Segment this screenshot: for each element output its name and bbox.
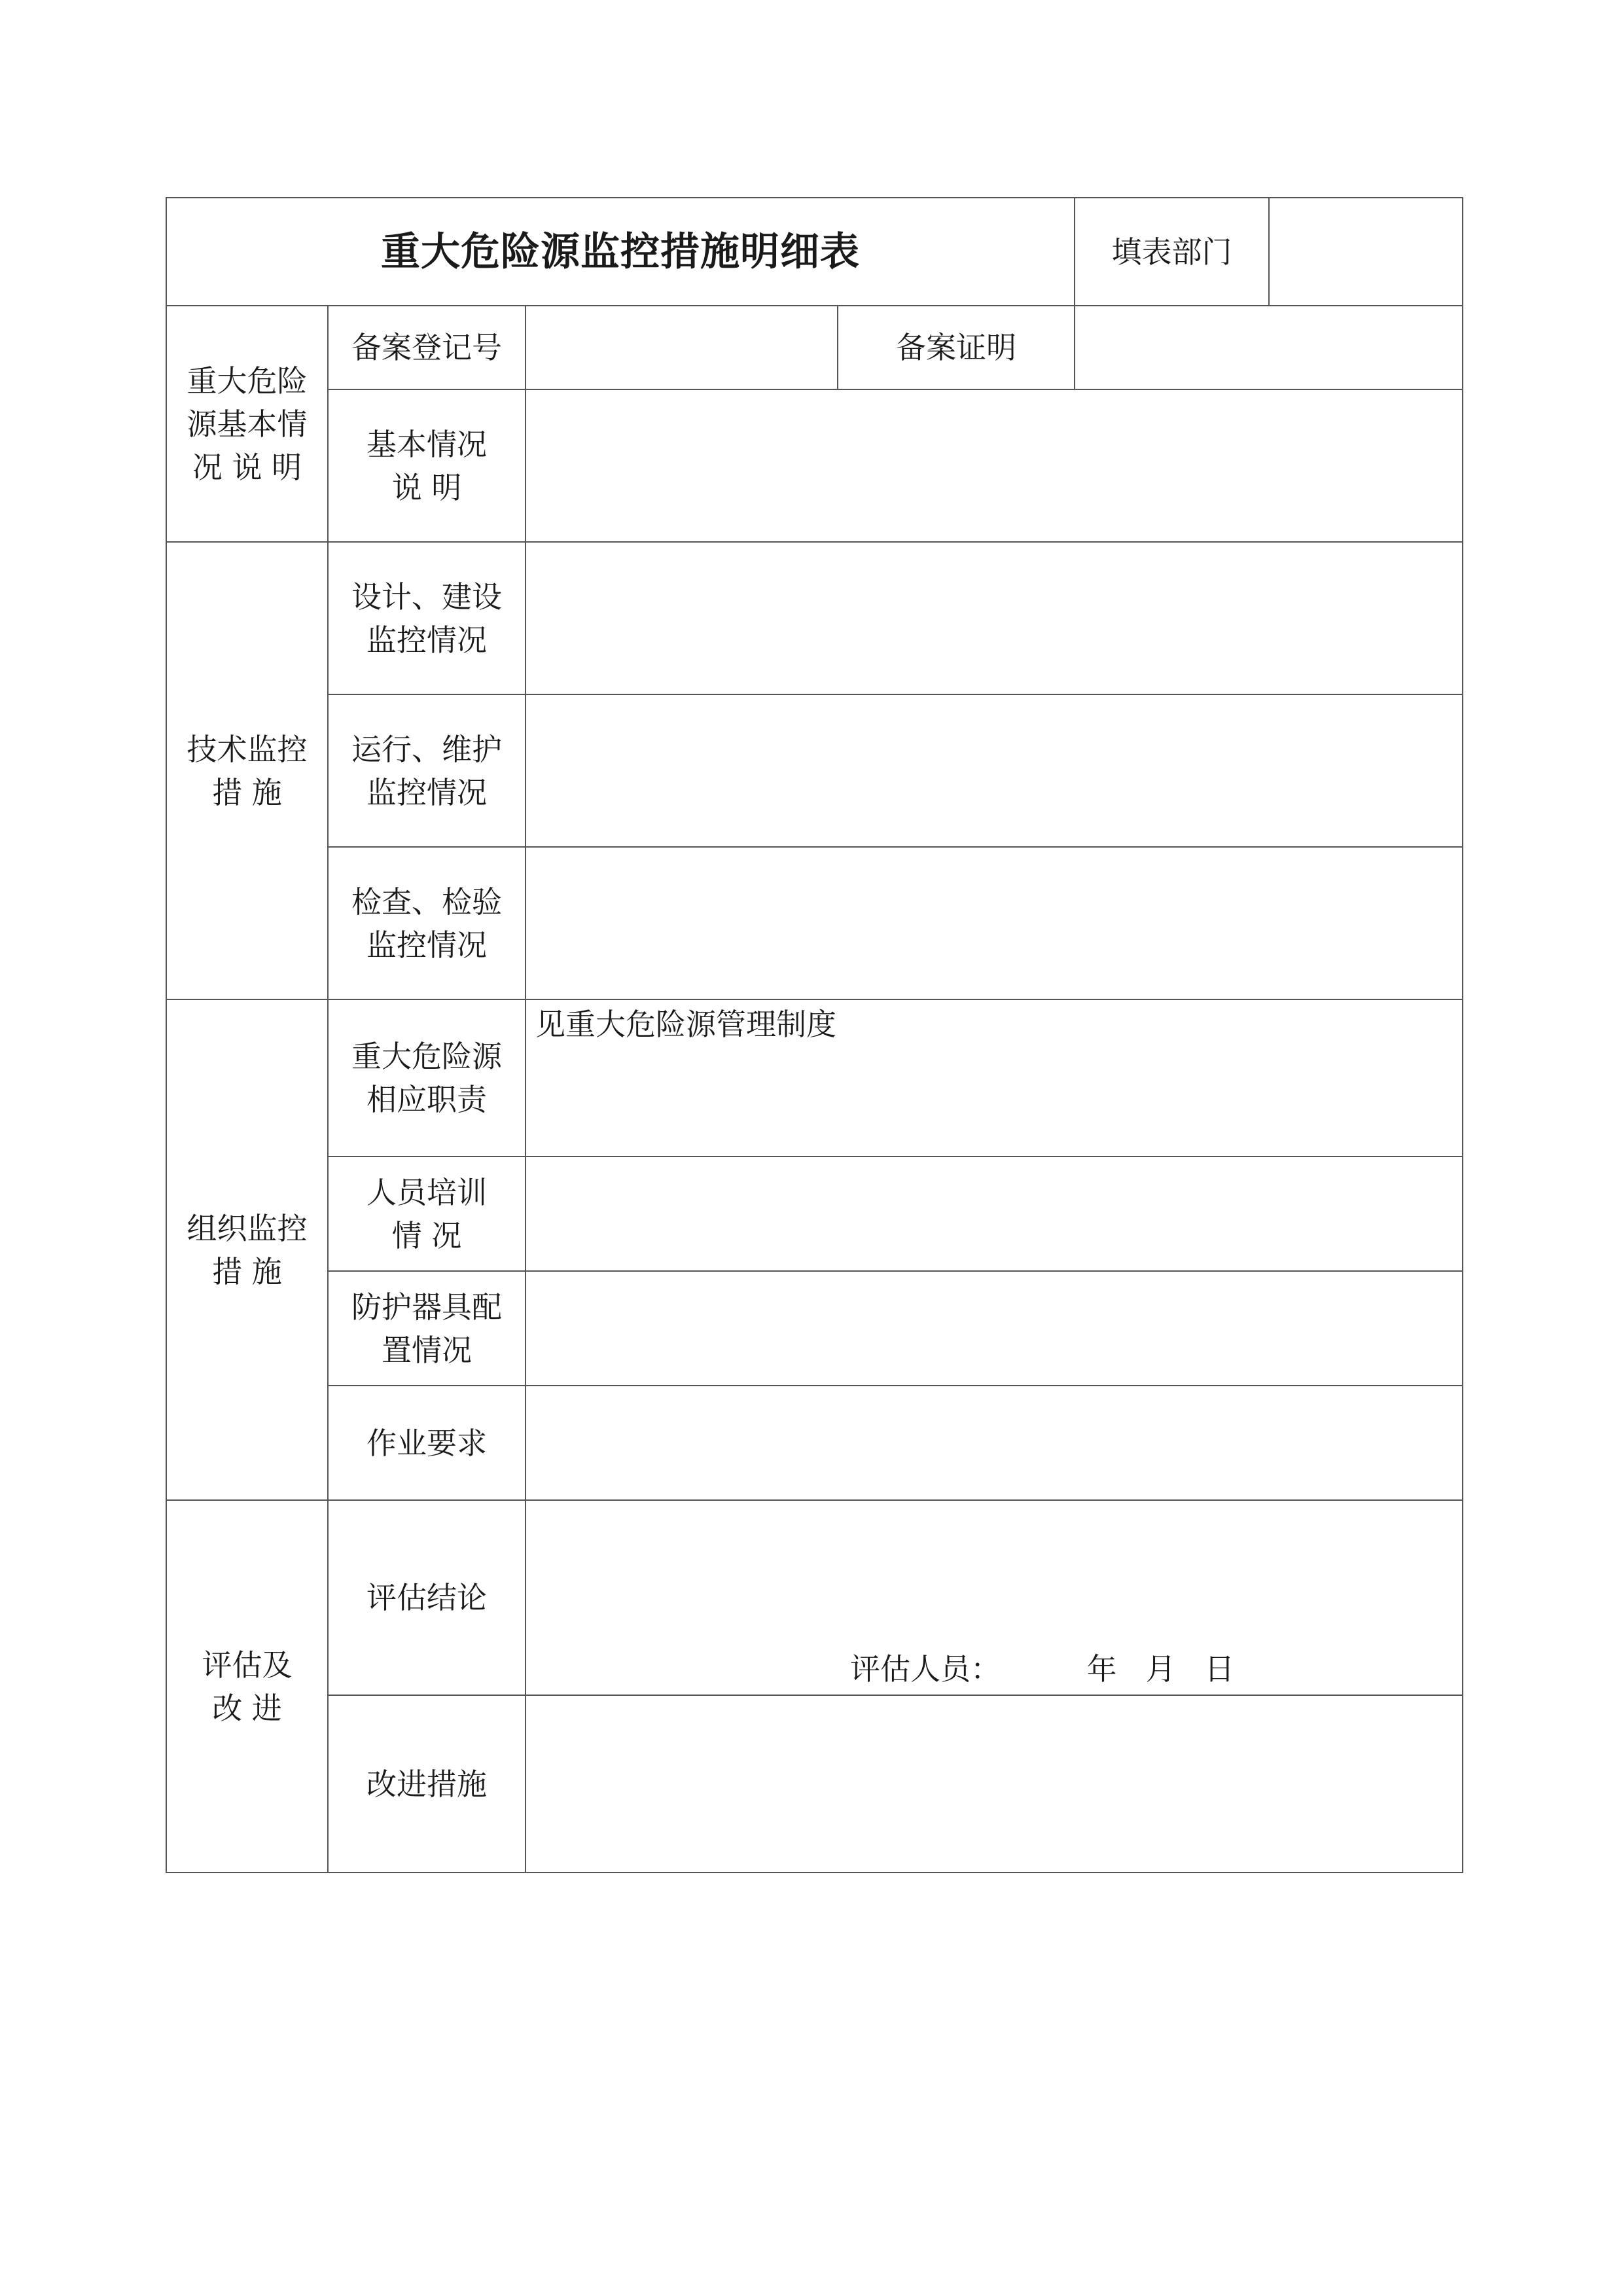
training-label: 人员培训 情 况 [328,1157,526,1271]
design-label: 设计、建设 监控情况 [328,542,526,694]
conclusion-label: 评估结论 [328,1500,526,1695]
reg-no-label: 备案登记号 [328,306,526,389]
ppe-value[interactable] [526,1271,1463,1386]
operation-value[interactable] [526,694,1463,847]
hazard-monitoring-form [166,197,1463,1873]
duty-label: 重大危险源 相应职责 [328,999,526,1157]
tech-group-label: 技术监控 措 施 [166,542,328,999]
reg-no-value[interactable] [526,306,838,389]
work-label: 作业要求 [328,1386,526,1500]
inspection-value[interactable] [526,847,1463,999]
basic-desc-label: 基本情况 说 明 [328,389,526,542]
basic-group-label: 重大危险 源基本情 况 说 明 [166,306,328,542]
conclusion-value[interactable] [526,1500,1463,1695]
cert-value[interactable] [1075,306,1463,389]
training-value[interactable] [526,1157,1463,1271]
form-title: 重大危险源监控措施明细表 [166,198,1075,306]
inspection-label: 检查、检验 监控情况 [328,847,526,999]
operation-label: 运行、维护 监控情况 [328,694,526,847]
ppe-label: 防护器具配 置情况 [328,1271,526,1386]
basic-desc-value[interactable] [526,389,1463,542]
eval-group-label: 评估及 改 进 [166,1500,328,1873]
improve-label: 改进措施 [328,1695,526,1873]
work-value[interactable] [526,1386,1463,1500]
improve-value[interactable] [526,1695,1463,1873]
fill-dept-value[interactable] [1269,198,1463,306]
org-group-label: 组织监控 措 施 [166,999,328,1500]
evaluator-signature-line: 评估人员： 年 月 日 [850,1651,1235,1687]
design-value[interactable] [526,542,1463,694]
fill-dept-label: 填表部门 [1075,198,1269,306]
duty-value[interactable]: 见重大危险源管理制度 [526,999,1463,1157]
cert-label: 备案证明 [838,306,1075,389]
